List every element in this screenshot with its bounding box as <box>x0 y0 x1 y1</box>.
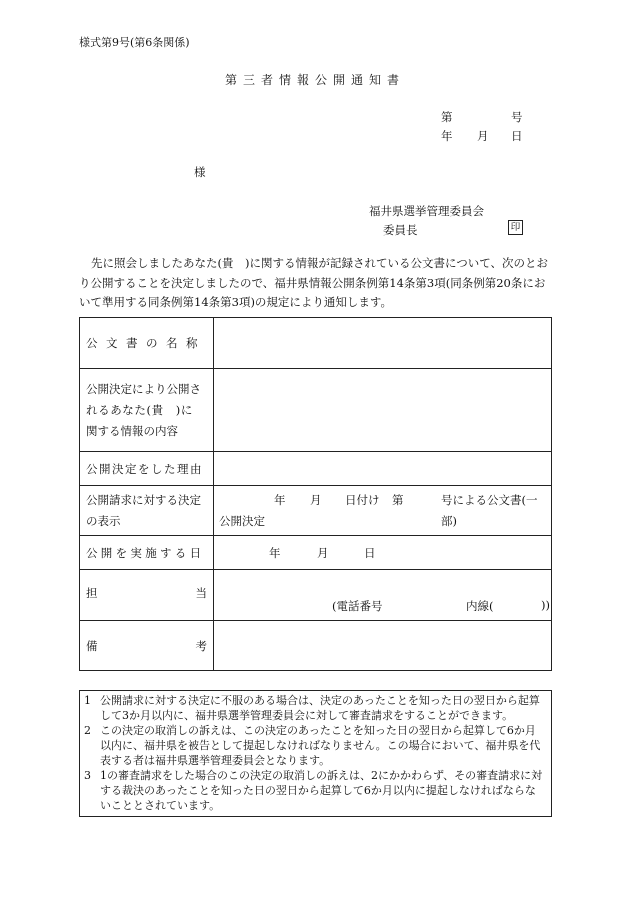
decision-dated: 日付け <box>345 492 380 507</box>
table-row-contact <box>80 570 552 621</box>
note-number: 1 <box>84 694 91 707</box>
label-contact-char2: 当 <box>195 586 207 600</box>
label-info-line2: れるあなた(貴 )に <box>86 402 193 417</box>
table-row-remarks <box>80 621 552 671</box>
decision-year: 年 <box>274 492 286 507</box>
value-document-name <box>214 318 552 369</box>
label-contact <box>80 570 214 621</box>
contact-close: )) <box>541 598 550 612</box>
label-remarks-char2: 考 <box>195 639 207 653</box>
label-info-line3: 関する情報の内容 <box>86 423 178 438</box>
date-day: 日 <box>511 129 523 143</box>
document-title: 第三者情報公開通知書 <box>224 73 405 87</box>
label-remarks-char1: 備 <box>86 639 98 653</box>
impl-year: 年 <box>269 546 281 560</box>
table-row-decision <box>80 486 552 536</box>
note-text: 1の審査請求をした場合のこの決定の取消しの訴えは、2にかかわらず、その審査請求に対する裁決のあったことを知った日の翌日から起算して6か月以内に提起しなければならないこととされています。 <box>100 769 543 812</box>
label-document-name <box>80 318 214 369</box>
decision-line2: 公開決定 <box>219 513 265 528</box>
contact-phone: (電話番号 <box>332 599 383 613</box>
table-row-info-content <box>80 369 552 452</box>
value-remarks <box>214 621 552 671</box>
label-remarks <box>80 621 214 671</box>
note-number: 2 <box>84 724 91 737</box>
notes-box <box>79 690 552 817</box>
table-row-implementation-date <box>80 536 552 570</box>
value-decision <box>214 486 552 536</box>
impl-month: 月 <box>317 546 329 560</box>
value-info-content <box>214 369 552 452</box>
number-suffix: 号 <box>511 110 523 124</box>
decision-number-suffix: 号による公文書(一部) <box>441 492 538 528</box>
contact-extension: 内線( <box>466 599 494 613</box>
number-prefix: 第 <box>441 110 453 124</box>
value-implementation-date <box>214 536 552 570</box>
body-text: 先に照会しましたあなた(貴 )に関する情報が記録されている公文書について、次のとおり公開することを決定しましたので、福井県情報公開条例第14条第3項(同条例第20条において準用する同条例第14条第3項)の規定により通知します。 <box>79 256 549 309</box>
label-decision-line2: の表示 <box>86 513 121 528</box>
label-contact-text <box>86 585 213 601</box>
note-text: 公開請求に対する決定に不服のある場合は、決定のあったことを知った日の翌日から起算して3か月以内に、福井県選挙管理委員会に対して審査請求をすることができます。 <box>100 694 540 722</box>
info-table <box>79 317 552 671</box>
date-month: 月 <box>477 129 489 143</box>
label-reason-text: 公開決定をした理由 <box>86 461 203 476</box>
decision-number-prefix: 第 <box>392 492 404 507</box>
seal-mark: 印 <box>508 220 523 235</box>
table-row-document-name <box>80 318 552 369</box>
decision-month: 月 <box>310 492 322 507</box>
label-document-name-chars: 公文書の名称 <box>86 336 206 350</box>
table-row-reason <box>80 452 552 486</box>
note-item <box>80 693 551 723</box>
label-implementation-date <box>80 536 214 570</box>
note-number: 3 <box>84 769 91 782</box>
form-id: 様式第9号(第6条関係) <box>79 36 190 49</box>
label-implementation-text: 公開を実施する日 <box>86 545 205 560</box>
label-remarks-text <box>86 638 213 654</box>
label-reason <box>80 452 214 486</box>
sender-title: 委員長 <box>383 223 418 237</box>
impl-day: 日 <box>364 546 376 560</box>
label-info-content <box>80 369 214 452</box>
label-decision-line1: 公開請求に対する決定 <box>86 492 201 507</box>
label-contact-char1: 担 <box>86 586 98 600</box>
date-year: 年 <box>441 129 453 143</box>
value-reason <box>214 452 552 486</box>
value-contact <box>214 570 552 621</box>
note-item <box>80 768 551 813</box>
label-document-name-text <box>86 335 213 351</box>
addressee-suffix: 様 <box>194 165 206 179</box>
sender-org: 福井県選挙管理委員会 <box>369 204 484 218</box>
note-item <box>80 723 551 768</box>
label-decision <box>80 486 214 536</box>
label-info-line1: 公開決定により公開さ <box>86 381 201 396</box>
note-text: この決定の取消しの訴えは、この決定のあったことを知った日の翌日から起算して6か月以内に、福井県を被告として提起しなければなりません。この場合において、福井県を代表する者は福井県選挙管理委員会となります。 <box>100 724 541 767</box>
